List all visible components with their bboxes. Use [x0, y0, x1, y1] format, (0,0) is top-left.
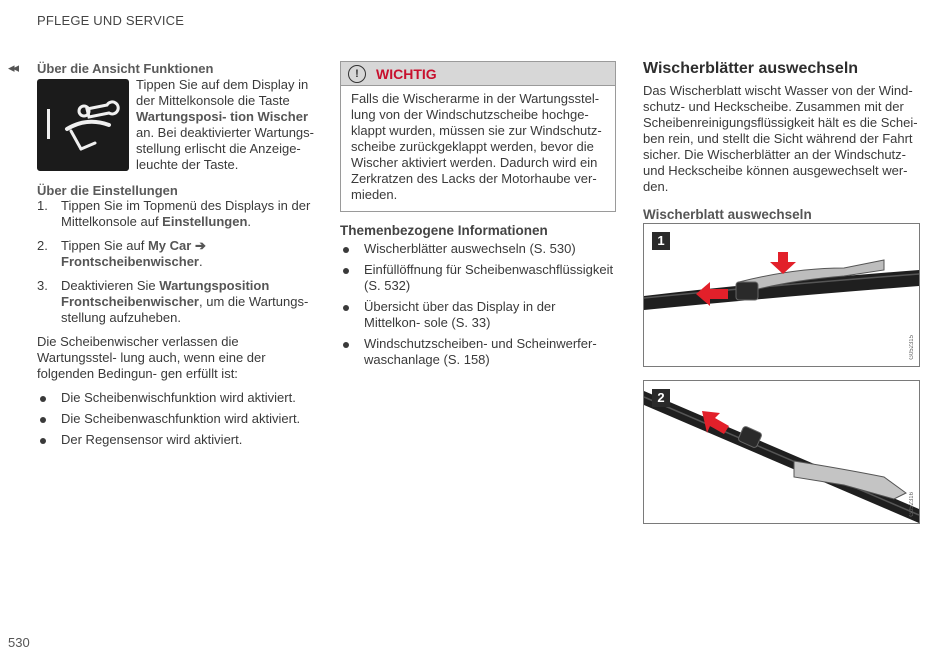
step-text: Deaktivieren Sie	[61, 278, 160, 293]
related-link[interactable]: Einfüllöffnung für Scheibenwaschflüssigkeit (S. 532)	[340, 262, 614, 294]
step-text: Tippen Sie im Topmenü des Displays in der Mittelkonsole auf	[61, 198, 311, 229]
step-number: 2.	[37, 238, 48, 253]
conditions-list	[37, 390, 312, 448]
warning-title: WICHTIG	[376, 65, 437, 82]
list-item: Die Scheibenwischfunktion wird aktiviert.	[37, 390, 312, 406]
related-list	[340, 241, 614, 368]
step-text-end: , um die Wartungs- stellung aufzuheben.	[61, 294, 309, 325]
heading-view-functions: Über die Ansicht Funktionen	[37, 61, 214, 76]
warning-icon: !	[348, 65, 366, 83]
right-column	[643, 60, 921, 222]
step-item	[37, 198, 312, 230]
step-bold-2: Frontscheibenwischer	[61, 254, 199, 269]
list-item: Der Regensensor wird aktiviert.	[37, 432, 312, 448]
page-number: 530	[8, 635, 30, 650]
step-item	[37, 238, 312, 270]
wiper-illustration-2	[644, 381, 919, 523]
related-link[interactable]: Windschutzscheiben- und Scheinwerfer- waschanlage (S. 158)	[340, 336, 614, 368]
related-link[interactable]: Übersicht über das Display in der Mittelkon- sole (S. 33)	[340, 299, 614, 331]
step-text-end: .	[247, 214, 252, 229]
figure-wiper-step-1	[643, 223, 920, 367]
figure-wiper-step-2	[643, 380, 920, 524]
subheading: Wischerblatt auswechseln	[643, 207, 812, 222]
view-text-1: Tippen Sie auf dem Display in der Mittelkonsole die Taste	[136, 77, 309, 108]
step-text: Tippen Sie auf	[61, 238, 148, 253]
warning-text: Falls die Wischerarme in der Wartungsstel- lung von der Windschutzscheibe hochge- klappt wurden, müssen sie zur Windschutz- scheibe zurückgeklappt werden, bevor die Wischer aktiviert werden. Dadurch wird ein Zerkratzen des Lacks der Motorhaube ver- mieden.	[351, 91, 602, 202]
step-number: 3.	[37, 278, 48, 293]
related-title: Themenbezogene Informationen	[340, 223, 548, 238]
figure-code: G052315	[909, 335, 915, 360]
view-text-2: an. Bei deaktivierter Wartungs- stellung erlischt die Anzeige- leuchte der Taste.	[136, 125, 314, 172]
wiper-illustration-1	[644, 224, 919, 366]
step-text-end: .	[198, 254, 203, 269]
related-info	[340, 223, 614, 373]
wiper-service-button-icon	[37, 79, 129, 171]
step-bold: Einstellungen	[162, 214, 248, 229]
warning-header	[341, 62, 615, 86]
conditions-intro: Die Scheibenwischer verlassen die Wartungsstel- lung auch, wenn eine der folgenden Bedingun- gen erfüllt ist:	[37, 334, 266, 381]
related-link[interactable]: Wischerblätter auswechseln (S. 530)	[340, 241, 614, 257]
back-arrows-icon[interactable]: ◂◂	[8, 60, 18, 75]
warning-box	[340, 61, 616, 212]
left-column	[37, 61, 314, 447]
figure-badge: 2	[652, 389, 670, 407]
figure-badge: 1	[652, 232, 670, 250]
step-item	[37, 278, 312, 326]
view-instructions	[136, 77, 314, 173]
figure-code: G052316	[909, 492, 915, 517]
section-heading: Wischerblätter auswechseln	[643, 60, 859, 77]
settings-steps	[37, 198, 312, 326]
step-bold: My Car	[147, 238, 192, 253]
step-bold: Wartungsposition Frontscheibenwischer	[61, 278, 270, 309]
heading-settings: Über die Einstellungen	[37, 183, 178, 198]
step-number: 1.	[37, 198, 48, 213]
view-bold-label: Wartungsposi- tion Wischer	[136, 109, 309, 124]
list-item: Die Scheibenwaschfunktion wird aktiviert.	[37, 411, 312, 427]
arrow-right-icon: ➔	[194, 238, 206, 253]
page-header: PFLEGE UND SERVICE	[37, 13, 185, 28]
section-text: Das Wischerblatt wischt Wasser von der Wind- schutz- und Heckscheibe. Zusammen mit der Scheibenreinigungsflüssigkeit hält es die Schei- ben rein, und stellt die Sicht während der Fahrt sicher. Die Wischerblätter an der Windschutz- und Heckscheibe können ausgewechselt wer- den.	[643, 83, 918, 194]
